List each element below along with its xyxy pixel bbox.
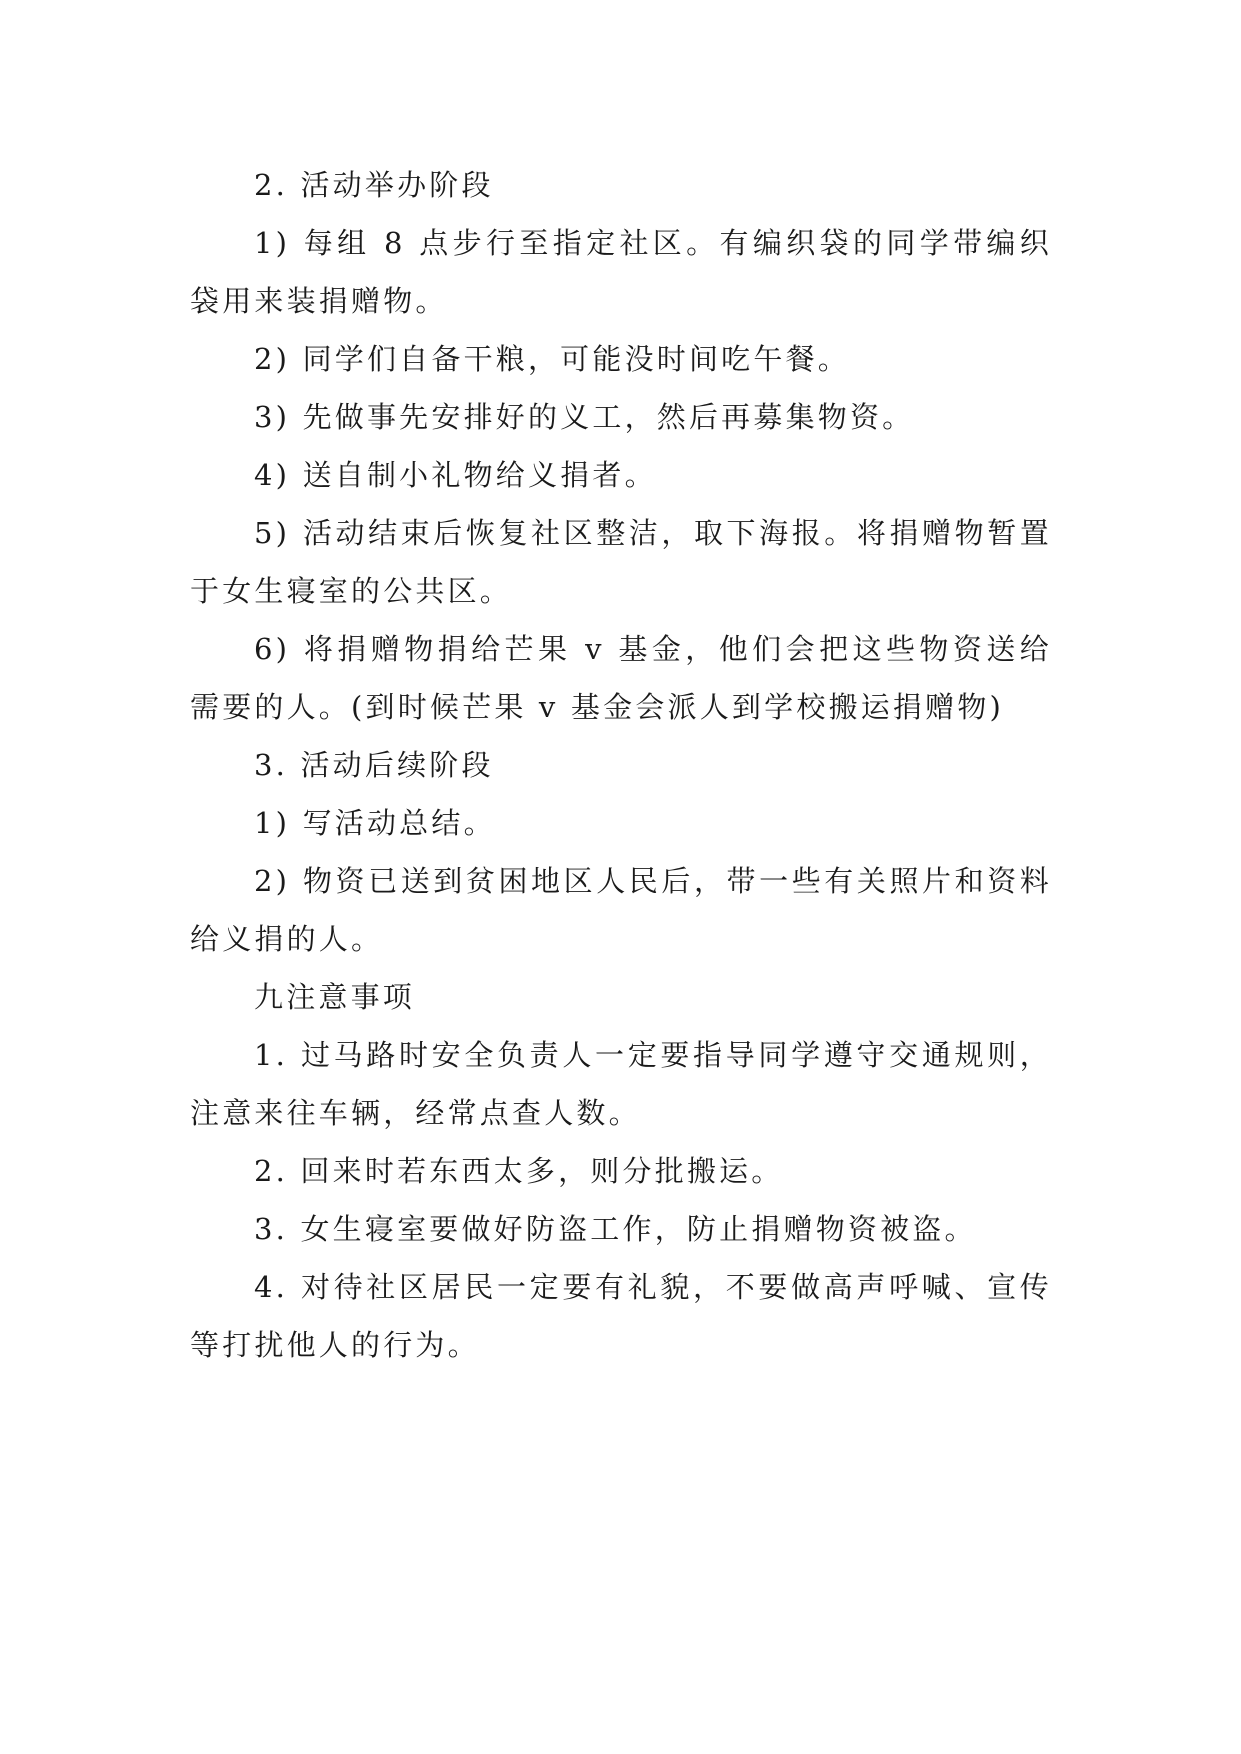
list-item: 4) 送自制小礼物给义捐者。	[254, 458, 657, 492]
list-item: 3) 先做事先安排好的义工，然后再募集物资。	[254, 400, 915, 434]
list-item: 2. 回来时若东西太多，则分批搬运。	[254, 1154, 784, 1188]
list-item: 4. 对待社区居民一定要有礼貌，不要做高声呼喊、宣传等打扰他人的行为。	[190, 1270, 1052, 1362]
document-body	[190, 156, 1052, 1374]
list-item: 6) 将捐赠物捐给芒果 v 基金，他们会把这些物资送给需要的人。(到时候芒果 v 基金会派人到学校搬运捐赠物)	[190, 632, 1052, 724]
heading-notes: 九注意事项	[254, 980, 416, 1014]
list-item: 1) 每组 8 点步行至指定社区。有编织袋的同学带编织袋用来装捐赠物。	[190, 226, 1052, 318]
list-item: 5) 活动结束后恢复社区整洁，取下海报。将捐赠物暂置于女生寝室的公共区。	[190, 516, 1052, 608]
list-item: 1. 过马路时安全负责人一定要指导同学遵守交通规则，注意来往车辆，经常点查人数。	[190, 1038, 1052, 1130]
list-item: 2) 物资已送到贫困地区人民后，带一些有关照片和资料给义捐的人。	[190, 864, 1052, 956]
list-item: 1) 写活动总结。	[254, 806, 496, 840]
list-item: 2) 同学们自备干粮，可能没时间吃午餐。	[254, 342, 850, 376]
list-item: 3. 女生寝室要做好防盗工作，防止捐赠物资被盗。	[254, 1212, 977, 1246]
heading-stage-3: 3. 活动后续阶段	[254, 748, 494, 782]
heading-stage-2: 2. 活动举办阶段	[254, 168, 494, 202]
